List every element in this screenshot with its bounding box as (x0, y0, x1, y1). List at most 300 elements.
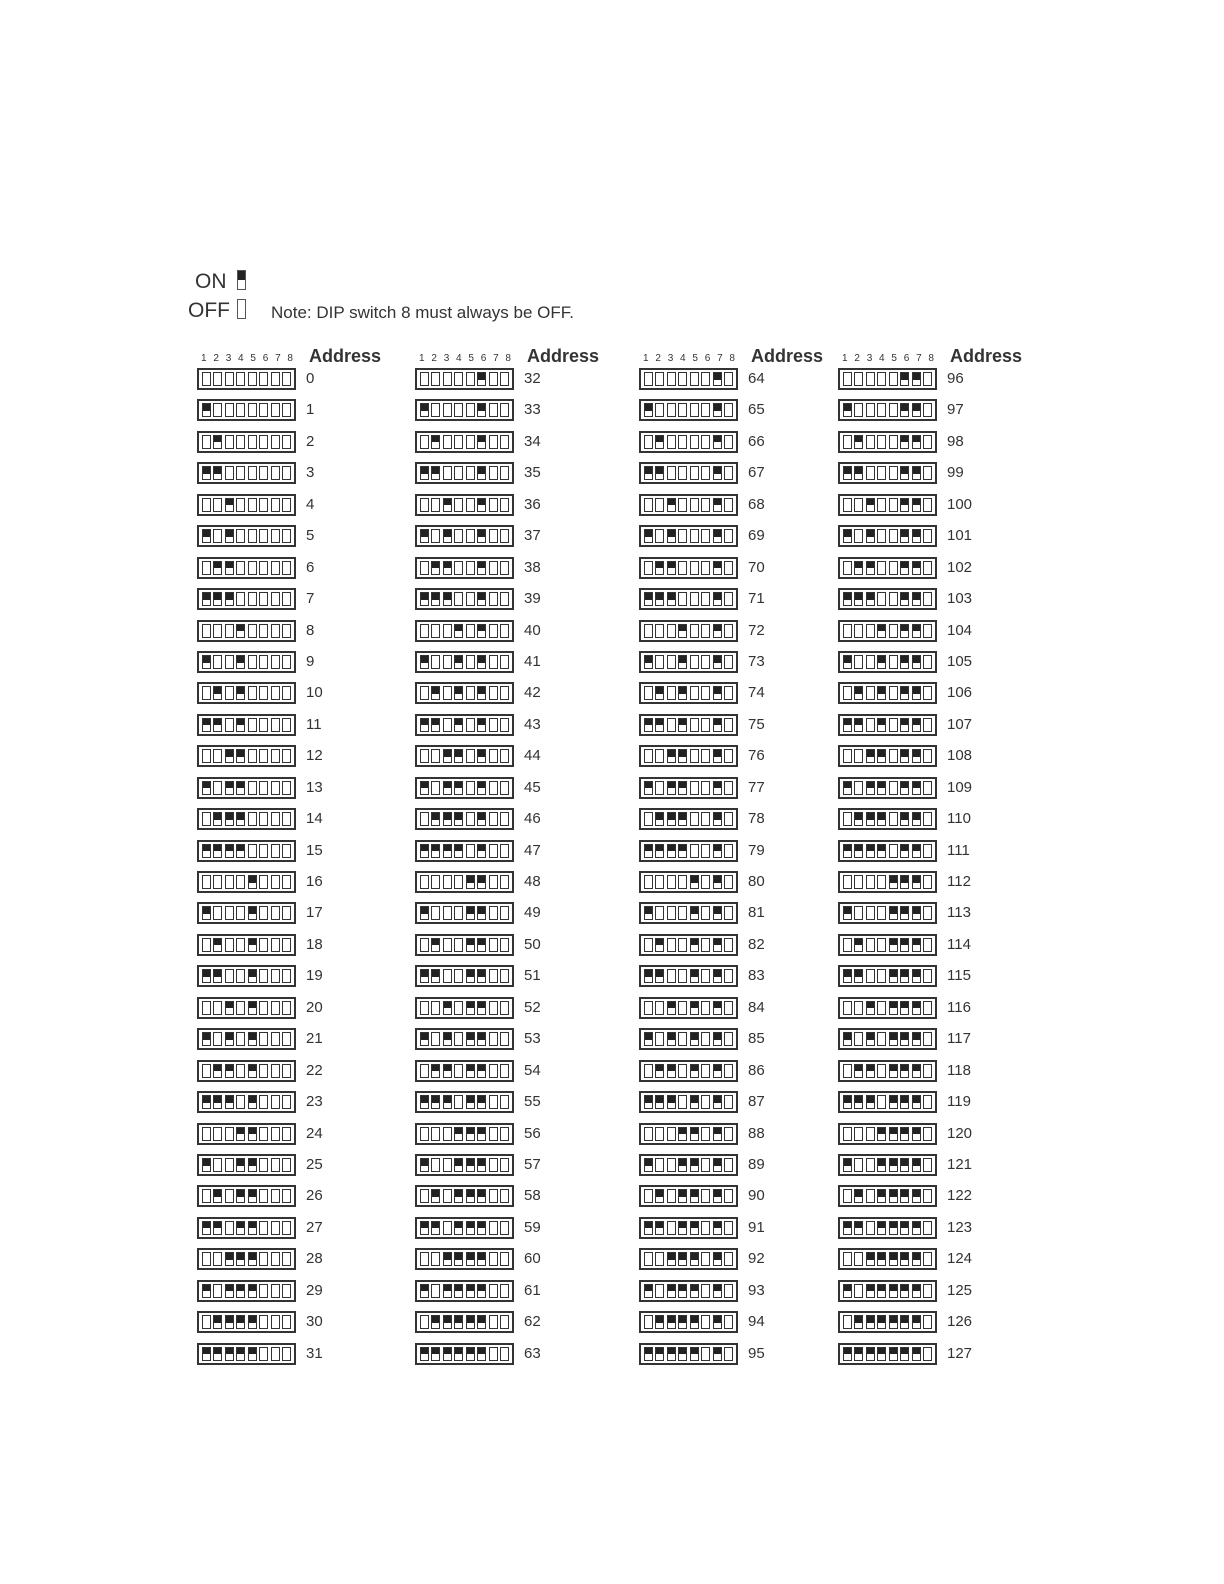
address-row (415, 871, 645, 902)
dip-slot (923, 466, 932, 480)
dip-slot (489, 655, 498, 669)
address-value: 71 (748, 590, 765, 608)
dip-slot (282, 655, 291, 669)
address-row (197, 714, 427, 745)
dip-slot (889, 969, 898, 983)
switch-number: 8 (505, 353, 511, 364)
dip-slot (248, 403, 257, 417)
dip-slot (713, 1221, 722, 1235)
dip-switch (639, 682, 738, 704)
dip-slot (889, 906, 898, 920)
dip-slot (678, 1064, 687, 1078)
dip-slot (854, 1189, 863, 1203)
dip-slot (713, 1252, 722, 1266)
dip-slot (644, 749, 653, 763)
dip-slot (443, 1347, 452, 1361)
dip-slot (225, 624, 234, 638)
dip-slot (466, 1315, 475, 1329)
address-value: 81 (748, 904, 765, 922)
dip-switch (415, 368, 514, 390)
dip-slot (489, 372, 498, 386)
address-value: 84 (748, 998, 765, 1016)
dip-slot (431, 1095, 440, 1109)
dip-switch (838, 651, 937, 673)
address-value: 103 (947, 590, 973, 608)
dip-slot (248, 466, 257, 480)
dip-slot (271, 624, 280, 638)
address-row (639, 1028, 869, 1059)
dip-slot (866, 466, 875, 480)
address-row (639, 777, 869, 808)
dip-slot (713, 844, 722, 858)
dip-slot (248, 749, 257, 763)
address-value: 121 (947, 1155, 973, 1173)
dip-slot (900, 561, 909, 575)
dip-slot (259, 1001, 268, 1015)
dip-slot (420, 906, 429, 920)
address-row (415, 745, 645, 776)
dip-switch (838, 1280, 937, 1302)
dip-slot (454, 435, 463, 449)
dip-slot (236, 1189, 245, 1203)
dip-slot (724, 938, 733, 952)
dip-slot (259, 1158, 268, 1172)
dip-slot (854, 466, 863, 480)
dip-slot (866, 1221, 875, 1235)
dip-slot (271, 1001, 280, 1015)
dip-slot (466, 781, 475, 795)
dip-switch (415, 431, 514, 453)
dip-slot (690, 1158, 699, 1172)
address-row (197, 777, 427, 808)
dip-slot (431, 466, 440, 480)
dip-slot (477, 1158, 486, 1172)
address-value: 57 (524, 1155, 541, 1173)
dip-slot (900, 844, 909, 858)
address-value: 20 (306, 998, 323, 1016)
dip-slot (678, 686, 687, 700)
dip-slot (236, 906, 245, 920)
dip-slot (678, 435, 687, 449)
dip-slot (259, 718, 268, 732)
address-row (415, 651, 645, 682)
address-value: 73 (748, 652, 765, 670)
dip-slot (690, 1001, 699, 1015)
address-value: 116 (947, 998, 971, 1016)
dip-switch (197, 399, 296, 421)
dip-slot (724, 1221, 733, 1235)
dip-slot (259, 655, 268, 669)
dip-switch (415, 934, 514, 956)
switch-number: 5 (468, 353, 474, 364)
dip-slot (724, 372, 733, 386)
dip-slot (477, 686, 486, 700)
dip-slot (655, 592, 664, 606)
dip-slot (667, 435, 676, 449)
dip-slot (644, 686, 653, 700)
dip-slot (843, 1189, 852, 1203)
dip-slot (500, 969, 509, 983)
dip-slot (690, 844, 699, 858)
dip-slot (701, 592, 710, 606)
dip-slot (701, 561, 710, 575)
address-row (838, 651, 1068, 682)
dip-slot (225, 655, 234, 669)
dip-slot (724, 844, 733, 858)
dip-slot (443, 655, 452, 669)
dip-slot (923, 1158, 932, 1172)
dip-slot (202, 1095, 211, 1109)
dip-slot (213, 435, 222, 449)
dip-slot (854, 1221, 863, 1235)
dip-slot (843, 1284, 852, 1298)
dip-slot (655, 655, 664, 669)
dip-slot (420, 1064, 429, 1078)
dip-slot (489, 498, 498, 512)
dip-slot (236, 1095, 245, 1109)
address-row (838, 745, 1068, 776)
dip-slot (248, 1001, 257, 1015)
dip-slot (644, 372, 653, 386)
dip-slot (420, 403, 429, 417)
dip-slot (454, 1001, 463, 1015)
dip-slot (678, 372, 687, 386)
dip-slot (655, 1001, 664, 1015)
address-value: 58 (524, 1187, 541, 1205)
dip-slot (713, 498, 722, 512)
dip-slot (202, 1221, 211, 1235)
dip-slot (877, 1001, 886, 1015)
dip-slot (678, 592, 687, 606)
address-row (639, 525, 869, 556)
address-value: 36 (524, 495, 541, 513)
address-row (415, 620, 645, 651)
dip-switch (838, 934, 937, 956)
dip-slot (690, 749, 699, 763)
dip-slot (282, 1127, 291, 1141)
dip-slot (900, 1189, 909, 1203)
dip-slot (854, 1252, 863, 1266)
address-value: 33 (524, 401, 541, 419)
dip-switch (838, 368, 937, 390)
dip-slot (843, 498, 852, 512)
dip-slot (701, 1064, 710, 1078)
dip-switch (415, 1311, 514, 1333)
dip-slot (854, 1158, 863, 1172)
dip-slot (271, 561, 280, 575)
dip-slot (202, 624, 211, 638)
dip-slot (489, 1032, 498, 1046)
dip-slot (667, 1127, 676, 1141)
dip-slot (213, 561, 222, 575)
dip-slot (443, 1127, 452, 1141)
address-row (197, 682, 427, 713)
dip-slot (923, 718, 932, 732)
dip-slot (500, 372, 509, 386)
dip-slot (500, 529, 509, 543)
dip-slot (900, 529, 909, 543)
dip-switch (639, 745, 738, 767)
dip-slot (678, 781, 687, 795)
dip-switch (197, 1311, 296, 1333)
dip-slot (420, 624, 429, 638)
address-value: 119 (947, 1093, 971, 1111)
dip-slot (431, 686, 440, 700)
dip-slot (236, 1221, 245, 1235)
dip-slot (271, 1064, 280, 1078)
dip-slot (259, 938, 268, 952)
dip-slot (225, 1095, 234, 1109)
dip-slot (420, 718, 429, 732)
dip-switch (639, 1154, 738, 1176)
address-row (197, 997, 427, 1028)
switch-number: 5 (891, 353, 897, 364)
dip-slot (900, 466, 909, 480)
dip-slot (259, 592, 268, 606)
address-row (197, 494, 427, 525)
address-row (415, 525, 645, 556)
dip-slot (690, 1032, 699, 1046)
dip-slot (667, 1284, 676, 1298)
dip-slot (248, 1221, 257, 1235)
dip-slot (213, 1221, 222, 1235)
dip-slot (477, 906, 486, 920)
dip-slot (202, 1252, 211, 1266)
address-value: 125 (947, 1281, 973, 1299)
dip-slot (282, 686, 291, 700)
dip-slot (690, 592, 699, 606)
dip-slot (912, 1064, 921, 1078)
dip-slot (248, 781, 257, 795)
dip-switch (415, 1154, 514, 1176)
dip-slot (454, 529, 463, 543)
address-value: 1 (306, 401, 315, 419)
dip-slot (690, 875, 699, 889)
dip-slot (713, 749, 722, 763)
dip-slot (466, 969, 475, 983)
dip-slot (866, 906, 875, 920)
address-value: 59 (524, 1218, 541, 1236)
dip-slot (644, 1127, 653, 1141)
dip-slot (644, 781, 653, 795)
dip-slot (500, 435, 509, 449)
dip-slot (248, 718, 257, 732)
dip-switch (197, 1343, 296, 1365)
address-value: 50 (524, 935, 541, 953)
address-column-3 (639, 346, 869, 1374)
dip-slot (655, 875, 664, 889)
dip-slot (431, 812, 440, 826)
dip-switch (838, 1248, 937, 1270)
dip-slot (259, 1284, 268, 1298)
dip-slot (420, 1127, 429, 1141)
dip-slot (213, 655, 222, 669)
dip-slot (644, 592, 653, 606)
dip-slot (900, 718, 909, 732)
address-row (838, 1028, 1068, 1059)
switch-number: 2 (655, 353, 661, 364)
dip-slot (500, 1189, 509, 1203)
address-row (838, 1248, 1068, 1279)
address-value: 126 (947, 1313, 973, 1331)
dip-slot (225, 749, 234, 763)
dip-switch (639, 997, 738, 1019)
switch-on-icon (237, 270, 246, 290)
address-row (639, 1123, 869, 1154)
dip-slot (843, 906, 852, 920)
dip-slot (259, 624, 268, 638)
dip-slot (912, 561, 921, 575)
dip-slot (202, 1064, 211, 1078)
dip-slot (454, 686, 463, 700)
dip-slot (912, 372, 921, 386)
dip-slot (877, 969, 886, 983)
dip-slot (854, 812, 863, 826)
dip-slot (912, 592, 921, 606)
switch-number: 8 (729, 353, 735, 364)
dip-slot (667, 969, 676, 983)
dip-slot (466, 906, 475, 920)
address-value: 48 (524, 873, 541, 890)
address-value: 47 (524, 841, 541, 859)
dip-switch (197, 997, 296, 1019)
address-value: 30 (306, 1313, 323, 1331)
dip-slot (877, 875, 886, 889)
dip-slot (713, 529, 722, 543)
dip-slot (854, 718, 863, 732)
dip-slot (854, 592, 863, 606)
dip-slot (667, 875, 676, 889)
address-value: 106 (947, 684, 973, 702)
address-value: 16 (306, 873, 323, 890)
dip-slot (477, 1032, 486, 1046)
dip-slot (877, 1064, 886, 1078)
dip-slot (644, 875, 653, 889)
dip-slot (655, 624, 664, 638)
dip-slot (454, 1252, 463, 1266)
dip-slot (678, 1347, 687, 1361)
dip-slot (912, 781, 921, 795)
dip-slot (701, 1127, 710, 1141)
dip-slot (900, 1315, 909, 1329)
dip-switch (639, 525, 738, 547)
dip-slot (454, 1315, 463, 1329)
address-row (838, 431, 1068, 462)
dip-slot (667, 624, 676, 638)
dip-slot (282, 592, 291, 606)
dip-slot (912, 1127, 921, 1141)
dip-slot (443, 403, 452, 417)
address-row (197, 620, 427, 651)
dip-slot (466, 592, 475, 606)
dip-slot (866, 938, 875, 952)
dip-slot (454, 938, 463, 952)
dip-slot (259, 1189, 268, 1203)
dip-slot (466, 1095, 475, 1109)
dip-slot (701, 1095, 710, 1109)
dip-slot (236, 844, 245, 858)
dip-switch (639, 840, 738, 862)
dip-slot (655, 781, 664, 795)
address-header: Address (751, 346, 824, 366)
dip-slot (271, 1252, 280, 1266)
dip-slot (877, 938, 886, 952)
dip-slot (202, 812, 211, 826)
dip-slot (724, 624, 733, 638)
dip-slot (912, 403, 921, 417)
dip-slot (236, 1032, 245, 1046)
dip-switch (197, 808, 296, 830)
dip-slot (843, 561, 852, 575)
dip-slot (259, 1064, 268, 1078)
dip-switch (639, 588, 738, 610)
dip-slot (678, 1252, 687, 1266)
dip-slot (713, 372, 722, 386)
dip-slot (477, 498, 486, 512)
dip-slot (655, 938, 664, 952)
dip-slot (271, 1032, 280, 1046)
address-row (415, 997, 645, 1028)
address-row (639, 1091, 869, 1122)
dip-slot (259, 969, 268, 983)
dip-slot (843, 529, 852, 543)
dip-slot (678, 1284, 687, 1298)
dip-slot (923, 969, 932, 983)
address-row (838, 1217, 1068, 1248)
switch-number-row (842, 353, 934, 364)
dip-slot (701, 466, 710, 480)
dip-slot (667, 906, 676, 920)
dip-slot (724, 1189, 733, 1203)
dip-slot (271, 1221, 280, 1235)
dip-slot (259, 812, 268, 826)
dip-slot (271, 655, 280, 669)
dip-switch (415, 777, 514, 799)
dip-slot (420, 1284, 429, 1298)
switch-number: 1 (201, 353, 207, 364)
dip-switch (197, 1060, 296, 1082)
dip-slot (443, 466, 452, 480)
dip-switch (639, 1217, 738, 1239)
dip-slot (282, 1189, 291, 1203)
dip-slot (923, 529, 932, 543)
dip-slot (923, 498, 932, 512)
dip-slot (889, 466, 898, 480)
dip-slot (236, 781, 245, 795)
dip-slot (889, 1001, 898, 1015)
dip-switch (197, 1248, 296, 1270)
dip-switch (639, 1123, 738, 1145)
dip-slot (678, 1095, 687, 1109)
dip-slot (213, 1064, 222, 1078)
dip-slot (489, 592, 498, 606)
dip-slot (271, 844, 280, 858)
dip-slot (655, 435, 664, 449)
dip-switch (197, 431, 296, 453)
dip-slot (843, 1032, 852, 1046)
dip-slot (655, 844, 664, 858)
dip-slot (259, 466, 268, 480)
dip-slot (889, 1347, 898, 1361)
dip-slot (420, 938, 429, 952)
address-column-1 (197, 346, 427, 1374)
dip-slot (282, 969, 291, 983)
dip-slot (900, 1095, 909, 1109)
address-row (197, 588, 427, 619)
address-value: 18 (306, 935, 323, 953)
dip-slot (248, 372, 257, 386)
dip-slot (724, 1315, 733, 1329)
